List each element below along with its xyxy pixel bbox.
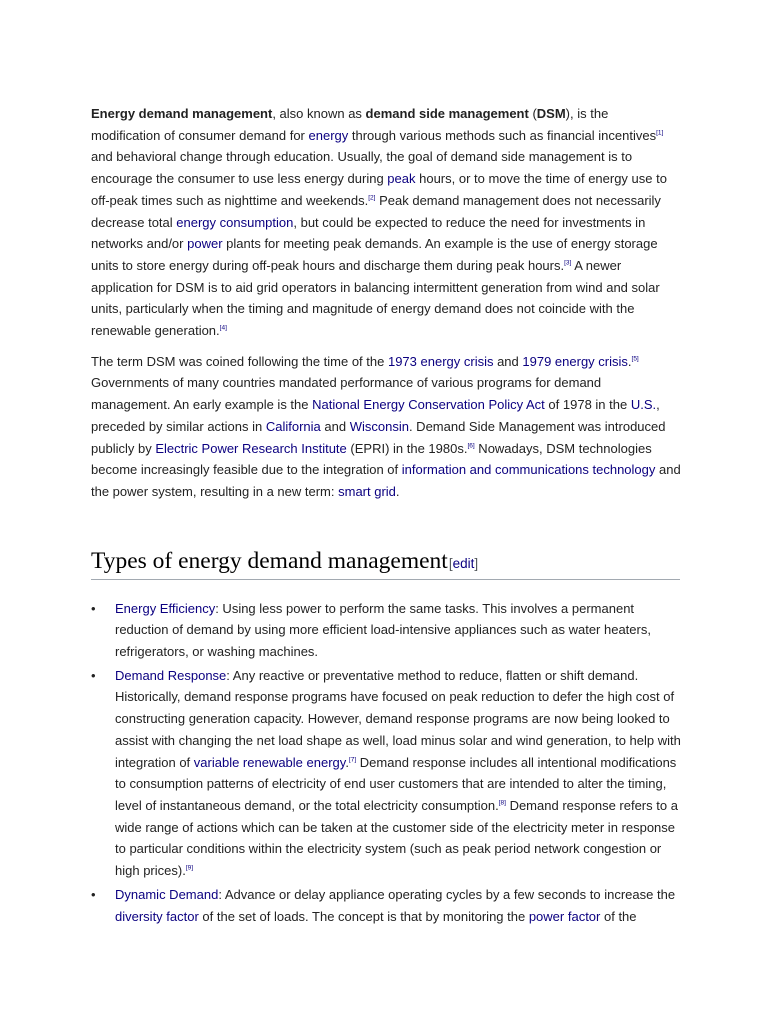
types-list [91, 598, 681, 928]
text-run: A newer application for DSM is to aid grid operators in balancing intermittent generation from wind and solar units, particularly when the timing and magnitude of energy demand does not coincide with the renewable generation. [91, 257, 660, 339]
section-heading-types [91, 547, 680, 580]
ref-1[interactable]: [1] [656, 129, 664, 137]
text-run: . [627, 353, 632, 369]
text-run: Demand response includes all intentional modifications to consumption patterns of electricity of end user customers that are intended to alter the timing, level of instantaneous demand, or the total electricity consumption. [115, 754, 677, 813]
text-run: and behavioral change through education. Usually, the goal of demand side management is to encourage the consumer to use less energy during [91, 149, 633, 187]
list-item-energy-efficiency [91, 598, 681, 663]
text-run: Nowadays, DSM technologies become increasingly feasible due to the integration of [91, 440, 652, 478]
link-peak[interactable]: peak [387, 171, 416, 187]
link-1973-energy-crisis[interactable]: 1973 energy crisis [387, 353, 494, 369]
link-smart-grid[interactable]: smart grid [338, 483, 396, 499]
intro-paragraph-1 [91, 103, 681, 342]
text-run: ), is the modification of consumer demand for [91, 106, 609, 143]
link-information-and-communications-technology[interactable]: information and communications technology [401, 462, 656, 478]
ref-8[interactable]: [8] [498, 799, 506, 807]
ref-4[interactable]: [4] [219, 324, 227, 332]
ref-5[interactable]: [5] [631, 355, 639, 363]
ref-2[interactable]: [2] [368, 194, 376, 202]
link-power-factor[interactable]: power factor [528, 908, 601, 924]
text-run: : Advance or delay appliance operating cycles by a few seconds to increase the [218, 886, 676, 902]
bullet-icon: • [91, 667, 96, 683]
link-variable-renewable-energy[interactable]: variable renewable energy [193, 754, 346, 770]
link-energy[interactable]: energy [308, 127, 349, 143]
edit-bracket-open: [ [448, 555, 453, 571]
section-title: Types of energy demand management [91, 547, 448, 574]
link-us[interactable]: U.S. [630, 397, 657, 413]
intro-paragraph-2 [91, 351, 681, 503]
list-item-demand-response [91, 665, 681, 882]
bullet-icon: • [91, 886, 96, 902]
term-energy-demand-management: Energy demand management [91, 106, 273, 121]
edit-link[interactable]: edit [452, 555, 475, 571]
link-power[interactable]: power [187, 236, 223, 252]
text-run: : Any reactive or preventative method to reduce, flatten or shift demand. Historically, demand response programs have focused on peak reduction to defer the high cost of constructing generation capacity. However, demand response programs are now being looked to assist with changing the net load shape as well, load minus solar and wind generation, to help with integration of [115, 667, 681, 770]
text-run: , but could be expected to reduce the need for investments in networks and/or [91, 214, 646, 252]
link-1979-energy-crisis[interactable]: 1979 energy crisis [522, 353, 628, 369]
link-demand-response[interactable]: Demand Response [115, 667, 227, 683]
ref-3[interactable]: [3] [564, 259, 572, 267]
term-dsm: DSM [536, 106, 566, 121]
text-run: The term DSM was coined following the time of the [91, 353, 388, 369]
text-run: and [320, 418, 350, 434]
text-run: and [493, 353, 523, 369]
link-dynamic-demand[interactable]: Dynamic Demand [115, 886, 219, 902]
link-energy-efficiency[interactable]: Energy Efficiency [115, 600, 216, 616]
link-electric-power-research-institute[interactable]: Electric Power Research Institute [155, 440, 347, 456]
text-run: Peak demand management does not necessarily decrease total [91, 192, 661, 230]
text-run: and the power system, resulting in a new term: [91, 462, 681, 499]
article-content [91, 103, 681, 929]
text-run: of 1978 in the [544, 397, 631, 413]
text-run: Demand response refers to a wide range of actions which can be taken at the customer side of the electricity meter in response to particular conditions within the electricity system (such as peak period network congestion or high prices). [115, 797, 678, 879]
link-energy-consumption[interactable]: energy consumption [176, 214, 294, 230]
text-run: ( [528, 106, 537, 121]
text-run: (EPRI) in the 1980s. [346, 440, 468, 456]
text-run: , also known as [272, 106, 366, 121]
edit-section [449, 556, 478, 571]
text-run: plants for meeting peak demands. An example is the use of energy storage units to store energy during off-peak hours and discharge them during peak hours. [91, 236, 658, 273]
text-run: hours, or to move the time of energy use to off-peak times such as nighttime and weekends. [91, 171, 667, 208]
text-run: Governments of many countries mandated performance of various programs for demand management. An early example is the [91, 375, 602, 413]
text-run: through various methods such as financial incentives [348, 127, 657, 143]
text-run: . Demand Side Management was introduced publicly by [91, 418, 666, 456]
edit-bracket-close: ] [474, 555, 479, 571]
ref-9[interactable]: [9] [185, 864, 194, 872]
term-demand-side-management: demand side management [365, 106, 529, 121]
text-run: of the [600, 908, 637, 924]
bullet-icon: • [91, 600, 96, 616]
text-run: , preceded by similar actions in [91, 397, 660, 434]
text-run: : Using less power to perform the same tasks. This involves a permanent reduction of demand by using more efficient load-intensive appliances such as water heaters, refrigerators, or washing machines. [115, 600, 651, 660]
link-wisconsin[interactable]: Wisconsin [349, 418, 409, 434]
ref-6[interactable]: [6] [467, 442, 475, 450]
ref-7[interactable]: [7] [348, 756, 357, 764]
link-california[interactable]: California [265, 418, 321, 434]
text-run: . [345, 754, 349, 770]
list-item-dynamic-demand [91, 884, 681, 927]
text-run: of the set of loads. The concept is that by monitoring the [198, 908, 529, 924]
link-diversity-factor[interactable]: diversity factor [115, 908, 199, 924]
text-run: . [395, 483, 400, 499]
link-national-energy-conservation-policy-act[interactable]: National Energy Conservation Policy Act [312, 397, 545, 413]
